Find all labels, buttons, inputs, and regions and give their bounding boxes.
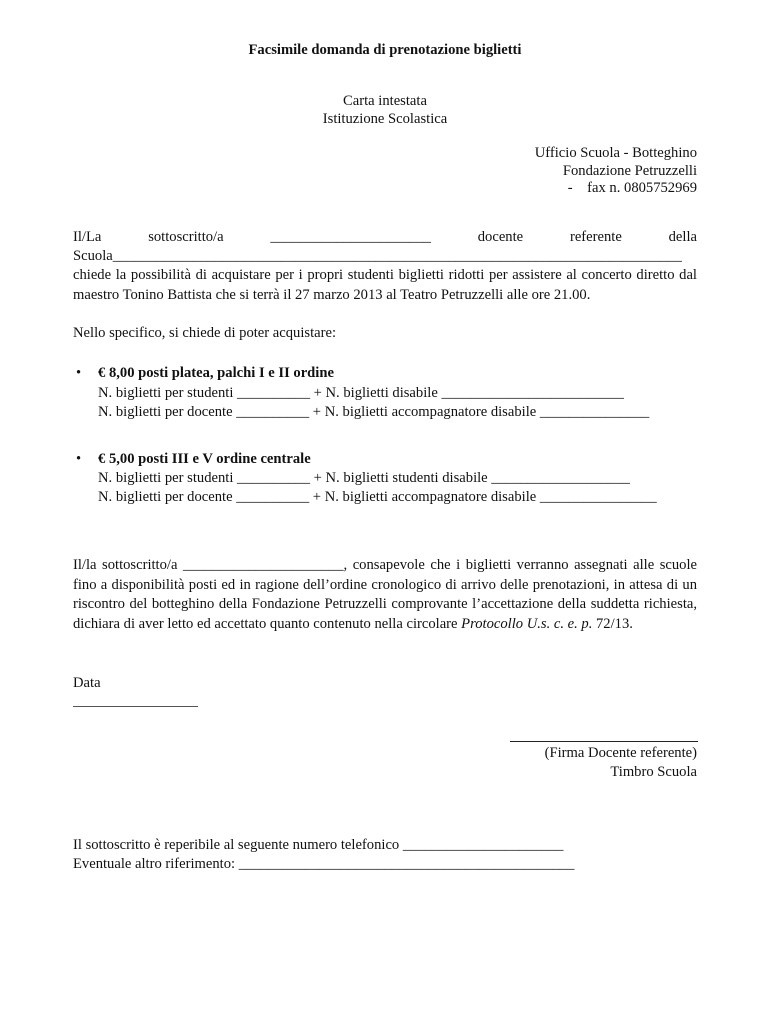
letterhead-line-2: Istituzione Scolastica	[322, 111, 448, 127]
tier1-row-2: N. biglietti per docente __________ + N. biglietti accompagnatore disabile _______________	[98, 404, 650, 420]
signature-caption: (Firma Docente referente)	[544, 745, 697, 761]
tier2-heading: € 5,00 posti III e V ordine centrale	[98, 451, 311, 467]
declaration-paragraph	[73, 556, 697, 634]
bullet-icon: •	[76, 451, 82, 467]
letterhead-line-1: Carta intestata	[343, 93, 427, 109]
recipient-fax: - fax n. 0805752969	[567, 180, 697, 196]
tier1-heading: € 8,00 posti platea, palchi I e II ordine	[98, 365, 334, 381]
intro-word-il-la: Il/La	[73, 229, 102, 245]
intro-body: chiede la possibilità di acquistare per i propri studenti biglietti ridotti per assistere al concerto diretto dal maestro Tonino Battista che si terrà il 27 marzo 2013 al Teatro Petruzzelli alle ore 21.00.	[73, 267, 697, 303]
school-stamp-label: Timbro Scuola	[610, 764, 697, 780]
page-title: Facsimile domanda di prenotazione biglietti	[248, 42, 522, 58]
intro-word-docente: docente	[477, 229, 524, 245]
bullet-icon: •	[76, 365, 82, 381]
tier1-row-1: N. biglietti per studenti __________ + N. biglietti disabile _________________________	[98, 385, 624, 401]
recipient-line-1: Ufficio Scuola - Botteghino	[534, 145, 697, 161]
intro-word-referente: referente	[569, 229, 622, 245]
tier2-row-2: N. biglietti per docente __________ + N. biglietti accompagnatore disabile ________________	[98, 489, 657, 505]
intro-name-blank: ______________________	[270, 229, 431, 245]
scuola-line: Scuola______________________________________________________________________________	[73, 248, 682, 264]
declaration-text: Il/la sottoscritto/a ______________________, consapevole che i biglietti verranno assegnati alle scuole fino a disponibilità posti ed in ragione dell’ordine cronologico di arrivo delle prenotazioni, in attesa di un riscontro del botteghino della Fondazione Petruzzelli comprovante l’accettazione della suddetta richiesta, dichiara di aver letto ed accettato quanto contenuto nella circolare	[73, 557, 697, 632]
contact-phone-line: Il sottoscritto è reperibile al seguente numero telefonico ______________________	[73, 837, 564, 853]
intro-word-della: della	[668, 229, 697, 245]
specifico-text: Nello specifico, si chiede di poter acquistare:	[73, 325, 336, 341]
intro-first-line	[73, 228, 697, 246]
declaration-protocol-number: 72/13.	[592, 615, 633, 632]
tier2-row-1: N. biglietti per studenti __________ + N. biglietti studenti disabile ___________________	[98, 470, 630, 486]
contact-other-line: Eventuale altro riferimento: ______________________________________________	[73, 856, 575, 872]
declaration-protocol: Protocollo U.s. c. e. p.	[461, 615, 593, 632]
intro-word-sottoscritto: sottoscritto/a	[148, 229, 224, 245]
recipient-line-2: Fondazione Petruzzelli	[562, 163, 697, 179]
date-line	[73, 706, 198, 707]
signature-line	[510, 741, 698, 742]
date-label: Data	[73, 675, 101, 691]
